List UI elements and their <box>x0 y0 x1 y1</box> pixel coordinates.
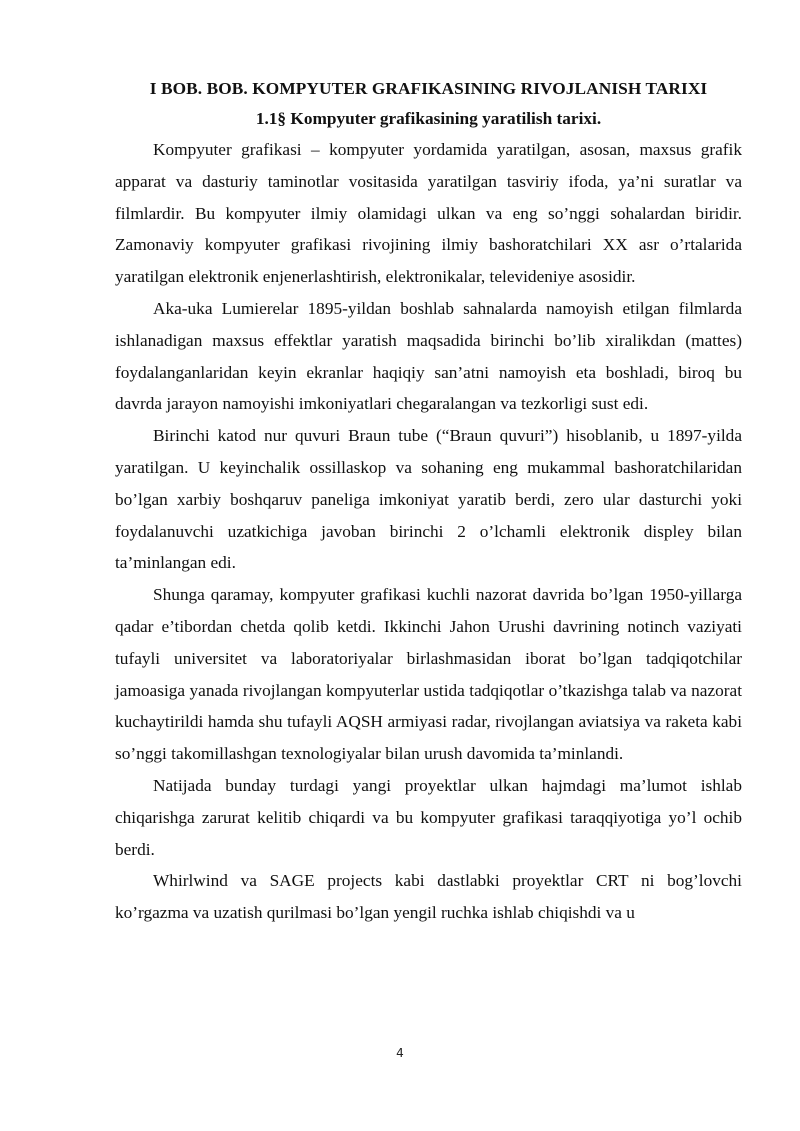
page-number: 4 <box>396 1046 404 1060</box>
section-title: 1.1§ Kompyuter grafikasining yaratilish tarixi. <box>255 109 602 128</box>
paragraph-6: Whirlwind va SAGE projects kabi dastlabki proyektlar CRT ni bog’lovchi ko’rgazma va uzatish qurilmasi bo’lgan yengil ruchka ishlab chiqishdi va u <box>115 871 742 923</box>
paragraph-3: Birinchi katod nur quvuri Braun tube (“Braun quvuri”) hisoblanib, u 1897-yilda yaratilgan. U keyinchalik ossillaskop va sohaning eng mukammal bashoratchilaridan bo’lgan xarbiy boshqaruv paneliga imkoniyat yaratib berdi, zero ular dasturchi yoki foydalanuvchi uzatkichiga javoban birinchi 2 o’lchamli elektronik displey bilan ta’minlangan edi. <box>115 426 742 573</box>
paragraph-4: Shunga qaramay, kompyuter grafikasi kuchli nazorat davrida bo’lgan 1950-yillarga qadar e’tibordan chetda qolib ketdi. Ikkinchi Jahon Urushi davrining notinch vaziyati tufayli universitet va laboratoriyalar birlashmasidan iborat bo’lgan tadqiqotchilar jamoasiga yanada rivojlangan kompyuterlar ustida tadqiqotlar o’tkazishga talab va nazorat kuchaytirildi hamda shu tufayli AQSH armiyasi radar, rivojlangan aviatsiya va raketa kabi so’nggi takomillashgan texnologiyalar bilan urush davomida ta’minlandi. <box>115 585 742 764</box>
page-content <box>115 74 742 929</box>
chapter-title: I BOB. BOB. KOMPYUTER GRAFIKASINING RIVOJLANISH TARIXI <box>149 79 708 98</box>
paragraph-5: Natijada bunday turdagi yangi proyektlar ulkan hajmdagi ma’lumot ishlab chiqarishga zarurat kelitib chiqardi va bu kompyuter grafikasi taraqqiyotiga yo’l ochib berdi. <box>115 775 742 859</box>
paragraph-2: Aka-uka Lumierelar 1895-yildan boshlab sahnalarda namoyish etilgan filmlarda ishlanadigan maxsus effektlar yaratish maqsadida birinchi bo’lib xiralikdan (mattes) foydalanganlaridan keyin ekranlar haqiqiy san’atni namoyish eta boshladi, biroq bu davrda jarayon namoyishi imkoniyatlari chegaralangan va tezkorligi sust edi. <box>115 298 742 414</box>
paragraph-1: Kompyuter grafikasi – kompyuter yordamida yaratilgan, asosan, maxsus grafik apparat va dasturiy taminotlar vositasida yaratilgan tasviriy ifoda, ya’ni suratlar va filmlardir. Bu kompyuter ilmiy olamidagi ulkan va eng so’nggi sohalardan biridir. Zamonaviy kompyuter grafikasi rivojining ilmiy bashoratchilari XX asr o’rtalarida yaratilgan elektronik enjenerlashtirish, elektronikalar, televideniye asosidir. <box>115 140 742 287</box>
